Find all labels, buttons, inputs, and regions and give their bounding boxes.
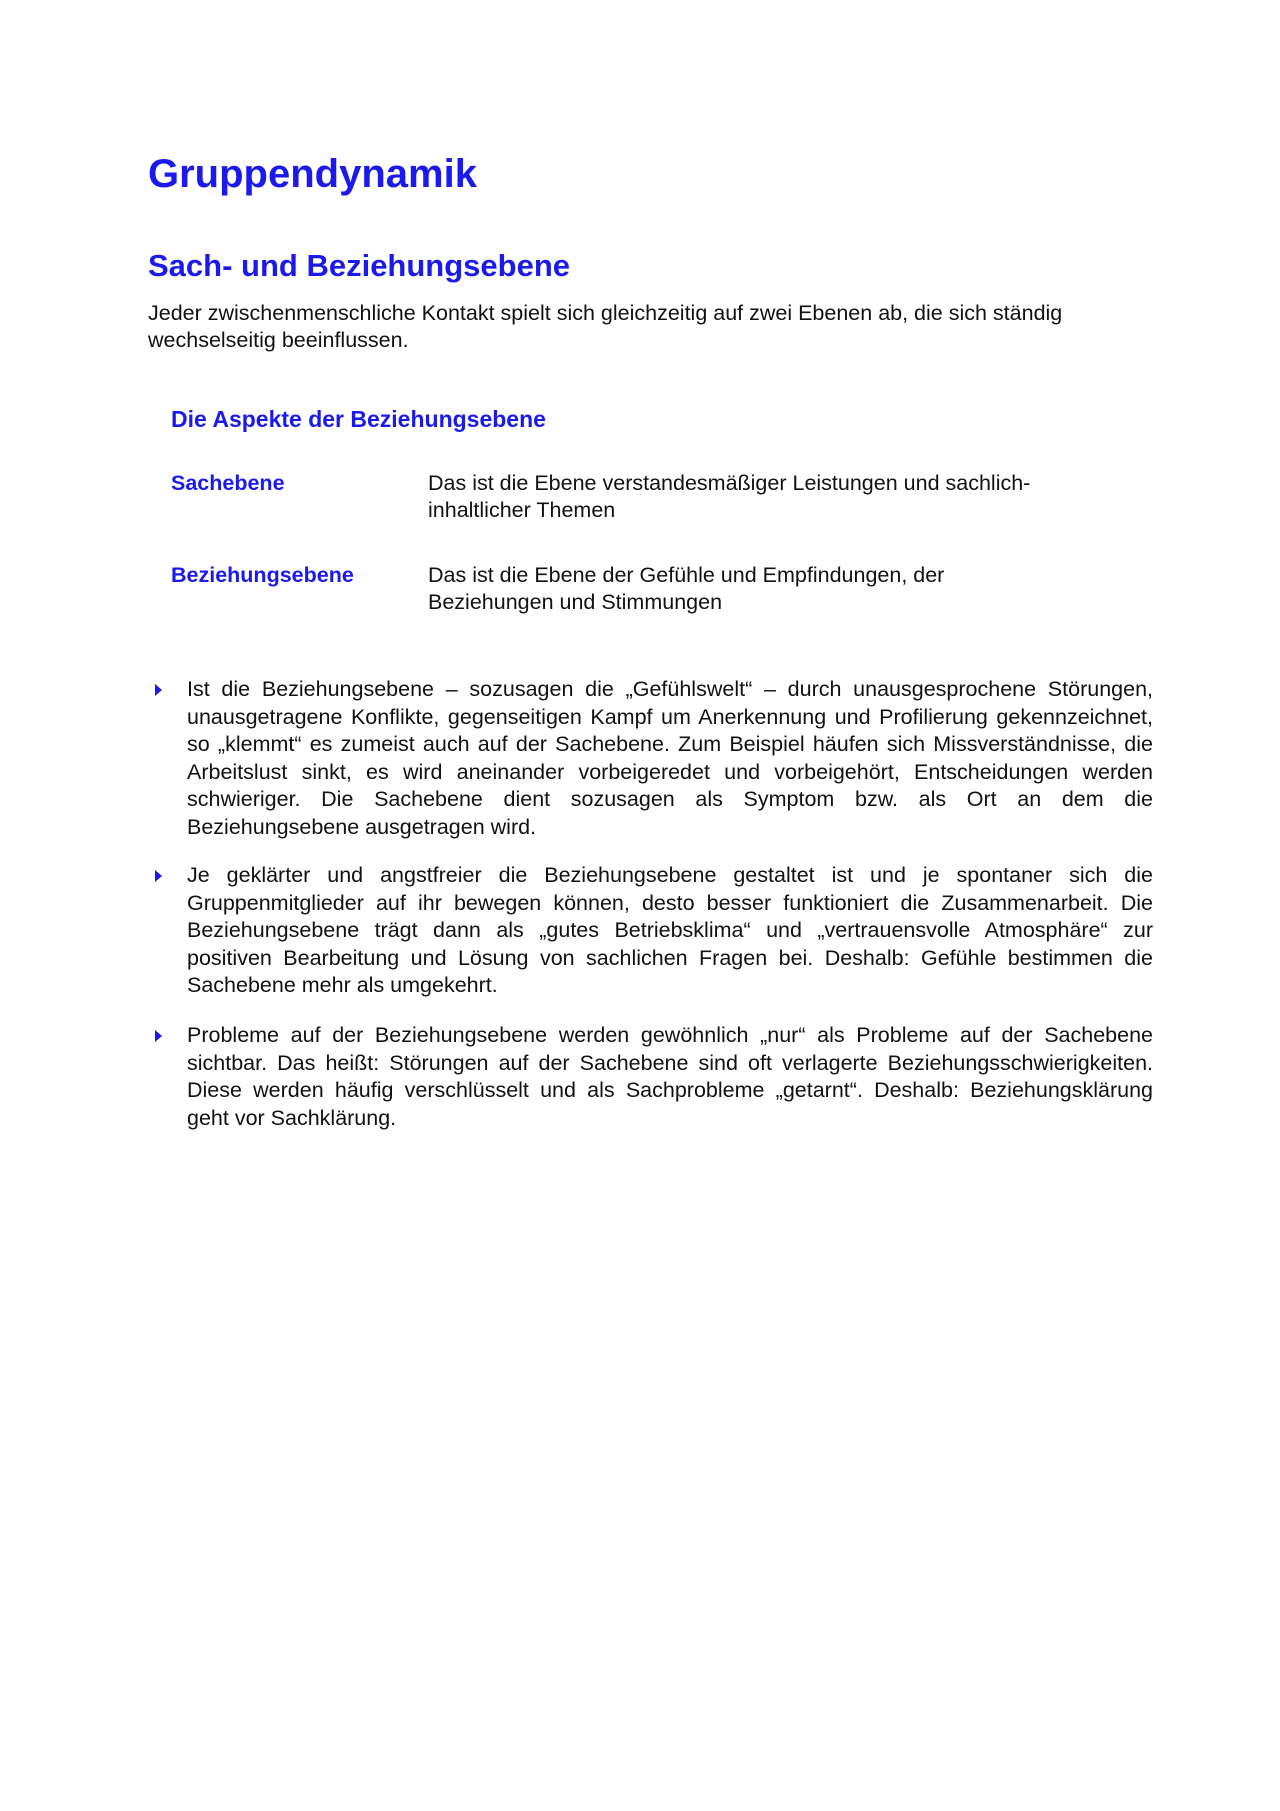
triangle-right-icon (155, 870, 162, 882)
definition-text: Das ist die Ebene verstandesmäßiger Leistungen und sachlich-inhaltlicher Themen (428, 471, 1031, 522)
definition-text: Das ist die Ebene der Gefühle und Empfindungen, der Beziehungen und Stimmungen (428, 563, 945, 614)
section-heading: Sach- und Beziehungsebene (148, 248, 571, 283)
definition-term: Sachebene (171, 471, 285, 495)
bullet-text: Ist die Beziehungsebene – sozusagen die „Gefühlswelt“ – durch unausgesprochene Störungen, unausgetragene Konflikte, gegenseitigen Kampf um Anerkennung und Profilierung gekennzeichnet, so „klemmt“ es zumeist auch auf der Sachebene. Zum Beispiel häufen sich Missverständnisse, die Arbeitslust sinkt, es wird aneinander vorbeigeredet und vorbeigehört, Entscheidungen werden schwieriger. Die Sachebene dient sozusagen als Symptom bzw. als Ort an dem die Beziehungsebene ausgetragen wird. (187, 677, 1153, 839)
bullet-text: Je geklärter und angstfreier die Beziehungsebene gestaltet ist und je spontaner sich die Gruppenmitglieder auf ihr bewegen können, desto besser funktioniert die Zusammenarbeit. Die Beziehungsebene trägt dann als „gutes Betriebsklima“ und „vertrauensvolle Atmosphäre“ zur positiven Bearbeitung und Lösung von sachlichen Fragen bei. Deshalb: Gefühle bestimmen die Sachebene mehr als umgekehrt. (187, 863, 1153, 997)
triangle-right-icon (155, 1030, 162, 1042)
intro-paragraph: Jeder zwischenmenschliche Kontakt spielt sich gleichzeitig auf zwei Ebenen ab, die sich ständig wechselseitig beeinflussen. (148, 301, 1063, 352)
page-title: Gruppendynamik (148, 152, 477, 196)
aspects-heading: Die Aspekte der Beziehungsebene (171, 406, 546, 432)
bullet-text: Probleme auf der Beziehungsebene werden gewöhnlich „nur“ als Probleme auf der Sachebene sichtbar. Das heißt: Störungen auf der Sachebene sind oft verlagerte Beziehungsschwierigkeiten. Diese werden häufig verschlüsselt und als Sachprobleme „getarnt“. Deshalb: Beziehungsklärung geht vor Sachklärung. (187, 1023, 1153, 1130)
definition-term: Beziehungsebene (171, 563, 354, 587)
triangle-right-icon (155, 684, 162, 696)
